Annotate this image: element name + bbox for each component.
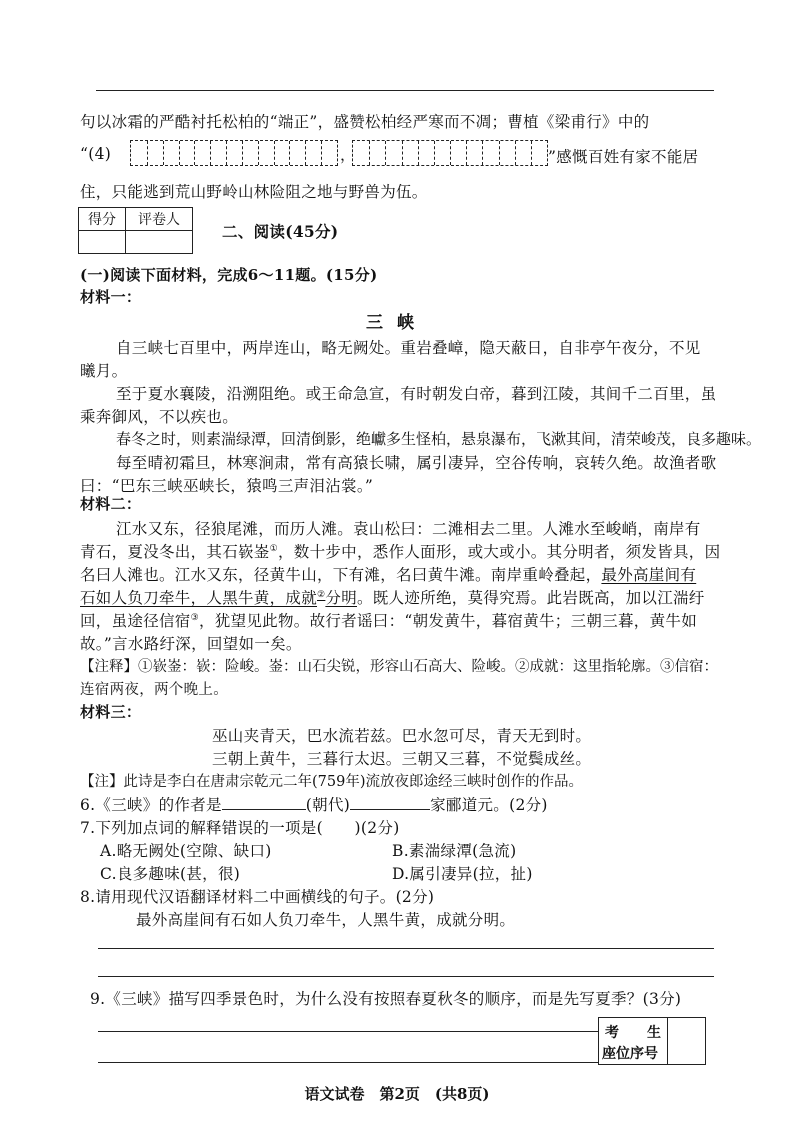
material-3-line: 三朝上黄牛，三暮行太迟。三朝又三暮，不觉鬓成丝。 xyxy=(212,750,592,768)
material-1-line: 曦月。 xyxy=(80,362,128,380)
material-1-line: 每至晴初霜旦，林寒涧肃，常有高猿长啸，属引凄异，空谷传响，哀转久绝。故渔者歌 xyxy=(116,454,717,472)
fill-separator: ， xyxy=(340,146,356,164)
text-run: 家郦道元。(2分) xyxy=(430,796,548,814)
text-run: 回，虽途径信宿 xyxy=(80,612,191,630)
notes-line: 连宿两夜，两个晚上。 xyxy=(80,682,228,698)
text-run: 。既人迹所绝，莫得究焉。此岩既高，加以江湍纡 xyxy=(357,589,705,607)
text-run: (朝代) xyxy=(305,796,351,814)
seat-label-line-1: 考 生 xyxy=(605,1025,661,1041)
underlined-sentence: 石如人负刀牵牛，人黑牛黄，成就 xyxy=(80,589,318,607)
grid-cell-divider xyxy=(131,141,322,165)
answer-grid-2[interactable] xyxy=(352,140,548,166)
answer-grid-1[interactable] xyxy=(130,140,338,166)
material-1-line: 乘奔御风，不以疾也。 xyxy=(80,408,239,426)
material-2-line: 故。”言水路纡深，回望如一矣。 xyxy=(80,635,302,653)
text-run: ，犹望见此物。故行者谣曰：“朝发黄牛，暮宿黄牛；三朝三暮，黄牛如 xyxy=(198,612,698,630)
material-1-line: 自三峡七百里中，两岸连山，略无阙处。重岩叠嶂，隐天蔽日，自非亭午夜分，不见 xyxy=(116,339,701,357)
material-3-line: 巫山夹青天，巴水流若兹。巴水忽可尽，青天无到时。 xyxy=(212,727,592,745)
material-2-line xyxy=(80,563,696,585)
grid-cell-divider xyxy=(353,141,532,165)
answer-blank-title[interactable] xyxy=(350,795,430,810)
answer-line[interactable] xyxy=(98,948,714,949)
footnote-marker: ② xyxy=(317,589,326,600)
question-8-stem: 8.请用现代汉语翻译材料二中画横线的句子。(2分) xyxy=(80,888,435,906)
material-3-label: 材料三： xyxy=(80,703,142,721)
material-2-line xyxy=(80,586,705,608)
grader-cell[interactable] xyxy=(126,231,193,254)
footnote-marker: ③ xyxy=(190,612,199,623)
material-1-line: 春冬之时，则素湍绿潭，回清倒影，绝巘多生怪柏，悬泉瀑布，飞漱其间，清荣峻茂，良多趣味。 xyxy=(116,430,762,448)
seat-label-line-2: 座位序号 xyxy=(602,1046,658,1062)
material-1-label: 材料一： xyxy=(80,288,142,306)
question-8-sentence: 最外高崖间有石如人负刀牵牛，人黑牛黄，成就分明。 xyxy=(136,911,516,929)
answer-line[interactable] xyxy=(98,976,714,977)
material-3-note: 【注】此诗是李白在唐肃宗乾元二年(759年)流放夜郎途经三峡时创作的作品。 xyxy=(80,774,583,790)
seat-number-label xyxy=(599,1018,668,1064)
score-cell[interactable] xyxy=(79,231,126,254)
question-7-stem: 7.下列加点词的解释错误的一项是( )(2分) xyxy=(80,819,400,837)
text-run: ，数十步中，悉作人面形，或大或小。其分明者，须发皆具，因 xyxy=(277,543,721,561)
answer-line[interactable] xyxy=(98,1062,598,1063)
underlined-sentence: 分明 xyxy=(325,589,357,607)
grader-label: 评卷人 xyxy=(126,208,193,231)
option-a[interactable]: A.略无阙处(空隙、缺口) xyxy=(100,842,272,860)
option-c[interactable]: C.良多趣味(甚，很) xyxy=(100,865,241,883)
score-label: 得分 xyxy=(79,208,126,231)
answer-line[interactable] xyxy=(98,1031,598,1032)
score-table xyxy=(78,207,193,254)
option-d[interactable]: D.属引凄异(拉，扯) xyxy=(392,865,533,883)
notes-line: 【注释】①嵚崟：嵚：险峻。崟：山石尖锐，形容山石高大、险峻。②成就：这里指轮廓。③信宿： xyxy=(80,659,718,675)
continuation-line-1: 句以冰霜的严酷衬托松柏的“端正”，盛赞松柏经严寒而不凋；曹植《梁甫行》中的 xyxy=(80,113,650,131)
material-2-line xyxy=(80,540,720,562)
seat-number-box xyxy=(598,1017,706,1065)
part-one-instruction: (一)阅读下面材料，完成6～11题。(15分) xyxy=(80,266,378,284)
poem-title: 三峡 xyxy=(366,313,428,333)
question-9: 9.《三峡》描写四季景色时，为什么没有按照春夏秋冬的顺序，而是先写夏季？(3分) xyxy=(90,990,682,1008)
top-rule xyxy=(96,90,714,91)
material-1-line: 曰：“巴东三峡巫峡长，猿鸣三声泪沾裳。” xyxy=(80,477,374,495)
footnote-marker: ① xyxy=(269,543,278,554)
page-footer: 语文试卷 第2页 (共8页) xyxy=(304,1085,490,1103)
material-2-line xyxy=(80,609,697,631)
fill-prefix: “(4) xyxy=(80,145,112,163)
text-run: 6.《三峡》的作者是 xyxy=(80,796,222,814)
material-2-line: 江水又东，径狼尾滩，而历人滩。袁山松曰：二滩相去二里。人滩水至峻峭，南岸有 xyxy=(116,520,701,538)
text-run: 名曰人滩也。江水又东，径黄牛山，下有滩，名曰黄牛滩。南岸重岭叠起， xyxy=(80,566,602,584)
text-run: 青石，夏没冬出，其石嵚崟 xyxy=(80,543,270,561)
question-6 xyxy=(80,793,548,815)
continuation-line-2: 住，只能逃到荒山野岭山林险阻之地与野兽为伍。 xyxy=(80,183,428,201)
option-b[interactable]: B.素湍绿潭(急流) xyxy=(392,842,517,860)
answer-blank-dynasty[interactable] xyxy=(222,795,306,810)
material-2-label: 材料二： xyxy=(80,495,142,513)
fill-suffix: ”感慨百姓有家不能居 xyxy=(548,148,699,166)
seat-number-input[interactable] xyxy=(669,1018,705,1064)
underlined-sentence: 最外高崖间有 xyxy=(601,566,697,584)
material-1-line: 至于夏水襄陵，沿溯阻绝。或王命急宣，有时朝发白帝，暮到江陵，其间千二百里，虽 xyxy=(116,385,717,403)
section-title: 二、阅读(45分) xyxy=(222,222,339,241)
